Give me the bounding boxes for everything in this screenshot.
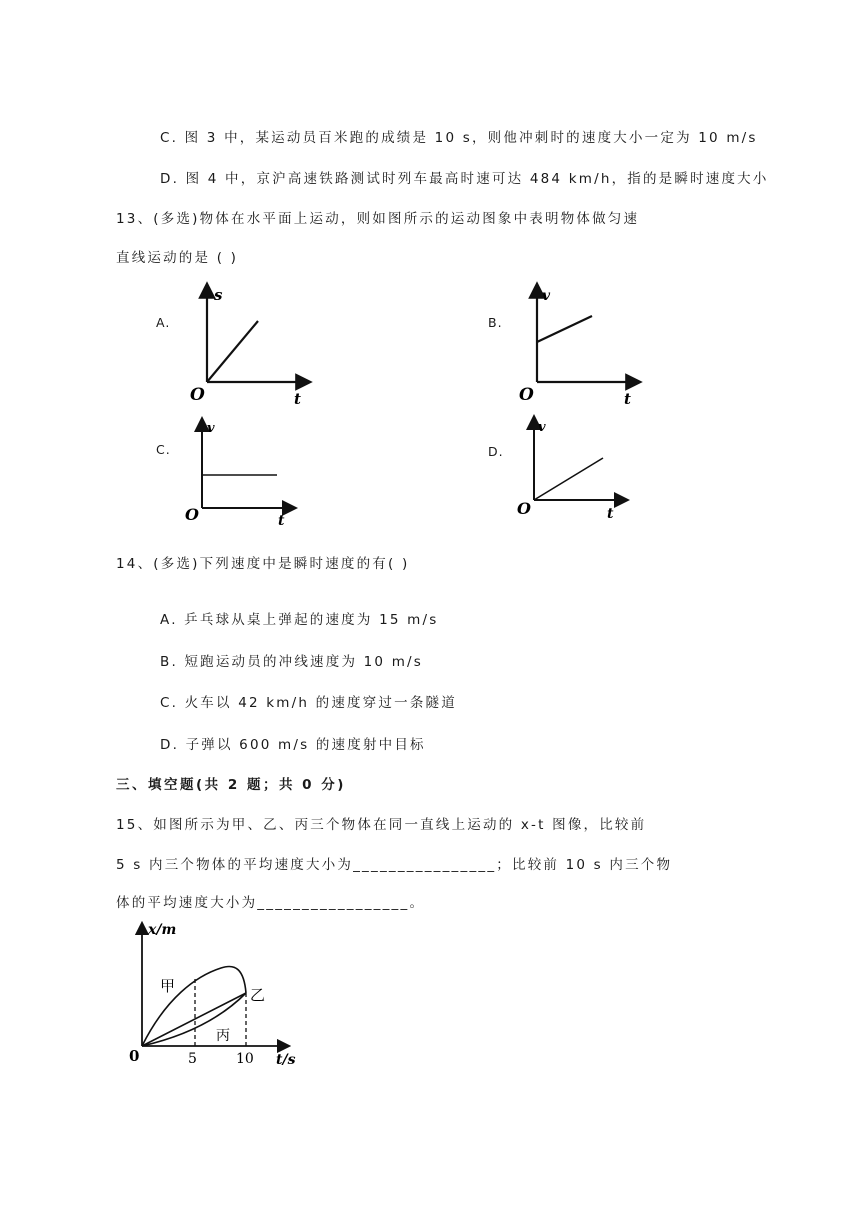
question-13-line2: 直线运动的是 ( ) bbox=[116, 250, 239, 266]
question-13-line1: 13、(多选)物体在水平面上运动，则如图所示的运动图象中表明物体做匀速 bbox=[116, 211, 640, 227]
graph-b-yaxis: v bbox=[542, 288, 551, 304]
question-14-option-b: B. 短跑运动员的冲线速度为 10 m/s bbox=[160, 654, 424, 670]
q15-label-jia: 甲 bbox=[160, 977, 176, 995]
graph-c-xaxis: t bbox=[278, 513, 285, 529]
option-d-prev: D. 图 4 中，京沪高速铁路测试时列车最高时速可达 484 km/h，指的是瞬时速度大小 bbox=[160, 171, 769, 187]
graph-b-label: B. bbox=[488, 315, 503, 330]
section-3-heading: 三、填空题(共 2 题；共 0 分) bbox=[116, 777, 346, 793]
graph-a bbox=[186, 282, 316, 407]
graph-c-yaxis: v bbox=[207, 421, 215, 436]
graph-a-label: A. bbox=[156, 315, 171, 330]
graph-b bbox=[516, 282, 646, 407]
graph-d bbox=[514, 416, 634, 528]
graph-c-label: C. bbox=[156, 442, 171, 457]
q15-tick-10: 10 bbox=[236, 1051, 254, 1067]
graph-d-yaxis: v bbox=[538, 420, 546, 435]
graph-b-xaxis: t bbox=[624, 390, 631, 408]
q15-tick-5: 5 bbox=[188, 1051, 197, 1067]
graph-a-yaxis: s bbox=[214, 286, 223, 304]
q15-origin: 0 bbox=[129, 1047, 140, 1065]
graph-b-origin: O bbox=[519, 385, 534, 405]
graph-d-xaxis: t bbox=[607, 506, 614, 522]
question-15-line2: 5 s 内三个物体的平均速度大小为________________；比较前 10 s 内三个物 bbox=[116, 857, 673, 873]
graph-c bbox=[182, 416, 302, 528]
graph-d-origin: O bbox=[517, 499, 531, 518]
q15-label-bing: 丙 bbox=[216, 1028, 230, 1044]
graph-c-origin: O bbox=[185, 505, 199, 524]
graph-a-xaxis: t bbox=[294, 390, 301, 408]
q15-label-yi: 乙 bbox=[250, 986, 266, 1004]
question-14-option-a: A. 乒乓球从桌上弹起的速度为 15 m/s bbox=[160, 612, 439, 628]
question-15-line1: 15、如图所示为甲、乙、丙三个物体在同一直线上运动的 x-t 图像，比较前 bbox=[116, 817, 647, 833]
q15-xaxis-label: t/s bbox=[276, 1052, 296, 1068]
question-15-line3: 体的平均速度大小为_________________。 bbox=[116, 895, 426, 911]
q15-xt-graph bbox=[126, 918, 316, 1068]
graph-d-label: D. bbox=[488, 444, 504, 459]
question-14-option-c: C. 火车以 42 km/h 的速度穿过一条隧道 bbox=[160, 695, 457, 711]
question-14-option-d: D. 子弹以 600 m/s 的速度射中目标 bbox=[160, 737, 426, 753]
question-14: 14、(多选)下列速度中是瞬时速度的有( ) bbox=[116, 556, 410, 572]
option-c-prev: C. 图 3 中，某运动员百米跑的成绩是 10 s，则他冲刺时的速度大小一定为 10 m/s bbox=[160, 130, 758, 146]
graph-a-origin: O bbox=[190, 385, 205, 405]
q15-yaxis-label: x/m bbox=[148, 922, 177, 938]
